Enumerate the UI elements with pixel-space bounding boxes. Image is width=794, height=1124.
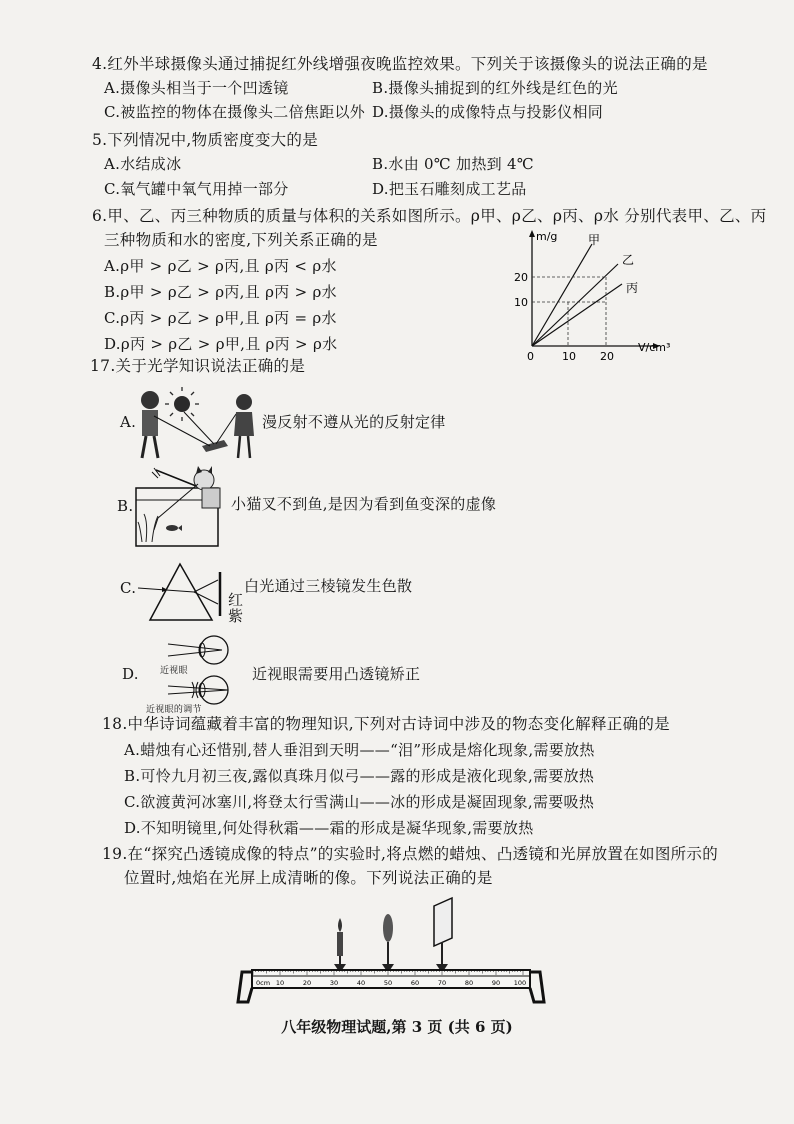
q15-option-a: A.水结成冰 — [104, 155, 182, 173]
q17-stem: 17.关于光学知识说法正确的是 — [90, 357, 306, 375]
page-footer: 八年级物理试题,第 3 页 (共 6 页) — [281, 1018, 513, 1036]
q18-option-c: C.欲渡黄河冰塞川,将登太行雪满山——冰的形成是凝固现象,需要吸热 — [124, 793, 595, 811]
graph-label-jia: 甲 — [588, 233, 601, 247]
graph-xlabel: V/cm³ — [638, 341, 670, 354]
graph-ytick-20: 20 — [514, 271, 528, 284]
q16-option-d: D.ρ丙 > ρ乙 > ρ甲,且 ρ丙 > ρ水 — [104, 335, 338, 353]
convex-lens — [382, 914, 394, 970]
q17-a-letter: A. — [120, 413, 137, 431]
q17-a-text: 漫反射不遵从光的反射定律 — [262, 413, 446, 431]
bench-tick-60: 60 — [410, 979, 420, 987]
bench-tick-100: 100 — [513, 979, 527, 987]
q14-option-d: D.摄像头的成像特点与投影仪相同 — [372, 103, 604, 121]
graph-xtick-10: 10 — [562, 350, 576, 362]
q14-option-c: C.被监控的物体在摄像头二倍焦距以外 — [104, 103, 366, 121]
bench-tick-10: 10 — [275, 979, 285, 987]
graph-label-bing: 丙 — [626, 281, 639, 295]
line-jia — [532, 244, 592, 346]
q15-option-c: C.氧气罐中氧气用掉一部分 — [104, 180, 289, 198]
q17-c-purple-label: 紫 — [228, 607, 244, 625]
graph-xtick-20: 20 — [600, 350, 614, 362]
q17-d-letter: D. — [122, 665, 139, 683]
q19-optical-bench-figure — [236, 892, 546, 1008]
q18-stem: 18.中华诗词蕴藏着丰富的物理知识,下列对古诗词中涉及的物态变化解释正确的是 — [102, 715, 670, 733]
q15-option-d: D.把玉石雕刻成工艺品 — [372, 180, 527, 198]
q14-stem: 4.红外半球摄像头通过捕捉红外线增强夜晚监控效果。下列关于该摄像头的说法正确的是 — [92, 55, 708, 73]
graph-ytick-10: 10 — [514, 296, 528, 309]
q18-option-d: D.不知明镜里,何处得秋霜——霜的形成是凝华现象,需要放热 — [124, 819, 534, 837]
bench-tick-30: 30 — [329, 979, 339, 987]
q17-c-red-label: 红 — [228, 591, 244, 609]
line-bing — [532, 284, 622, 346]
q16-option-a: A.ρ甲 > ρ乙 > ρ丙,且 ρ丙 < ρ水 — [104, 257, 337, 275]
q17-a-diffuse-reflection-figure — [132, 386, 262, 462]
bench-tick-70: 70 — [437, 979, 447, 987]
q17-b-letter: B. — [117, 497, 134, 515]
q16-option-c: C.ρ丙 > ρ乙 > ρ甲,且 ρ丙 = ρ水 — [104, 309, 337, 327]
q17-c-text: 白光通过三棱镜发生色散 — [244, 577, 413, 595]
q16-mass-volume-graph — [510, 222, 670, 362]
q16-stem-line1: 6.甲、乙、丙三种物质的质量与体积的关系如图所示。ρ甲、ρ乙、ρ丙、ρ水 分别代表甲、乙、丙 — [92, 207, 767, 225]
q17-c-prism-figure — [138, 560, 228, 630]
bench-unit-label: 0cm — [256, 979, 271, 987]
q18-option-b: B.可怜九月初三夜,露似真珠月似弓——露的形成是液化现象,需要放热 — [124, 767, 595, 785]
q16-option-b: B.ρ甲 > ρ乙 > ρ丙,且 ρ丙 > ρ水 — [104, 283, 337, 301]
q17-b-cat-fish-figure — [132, 466, 232, 548]
q17-d-label-adjust: 近视眼的调节 — [146, 705, 202, 715]
q14-option-a: A.摄像头相当于一个凹透镜 — [104, 79, 289, 97]
q16-stem-line2: 三种物质和水的密度,下列关系正确的是 — [104, 231, 378, 249]
bench-tick-90: 90 — [491, 979, 501, 987]
q19-stem-line1: 19.在“探究凸透镜成像的特点”的实验时,将点燃的蜡烛、凸透镜和光屏放置在如图所示的 — [102, 845, 719, 863]
bench-tick-20: 20 — [302, 979, 312, 987]
bench-tick-50: 50 — [383, 979, 393, 987]
graph-label-yi: 乙 — [622, 253, 635, 267]
q17-c-letter: C. — [120, 579, 137, 597]
q18-option-a: A.蜡烛有心还惜别,替人垂泪到天明——“泪”形成是熔化现象,需要放热 — [124, 741, 595, 759]
q15-option-b: B.水由 0℃ 加热到 4℃ — [372, 155, 534, 173]
q17-b-text: 小猫叉不到鱼,是因为看到鱼变深的虚像 — [231, 495, 497, 513]
graph-ylabel: m/g — [536, 230, 558, 243]
bench-tick-40: 40 — [356, 979, 366, 987]
line-yi — [532, 264, 618, 346]
candle — [334, 918, 346, 970]
light-screen — [434, 898, 452, 970]
graph-origin: 0 — [527, 350, 534, 362]
q15-stem: 5.下列情况中,物质密度变大的是 — [92, 131, 319, 149]
q19-stem-line2: 位置时,烛焰在光屏上成清晰的像。下列说法正确的是 — [124, 869, 493, 887]
q14-option-b: B.摄像头捕捉到的红外线是红色的光 — [372, 79, 618, 97]
bench-tick-80: 80 — [464, 979, 474, 987]
q17-d-text: 近视眼需要用凸透镜矫正 — [252, 665, 421, 683]
q17-d-label-myopia: 近视眼 — [160, 666, 188, 676]
